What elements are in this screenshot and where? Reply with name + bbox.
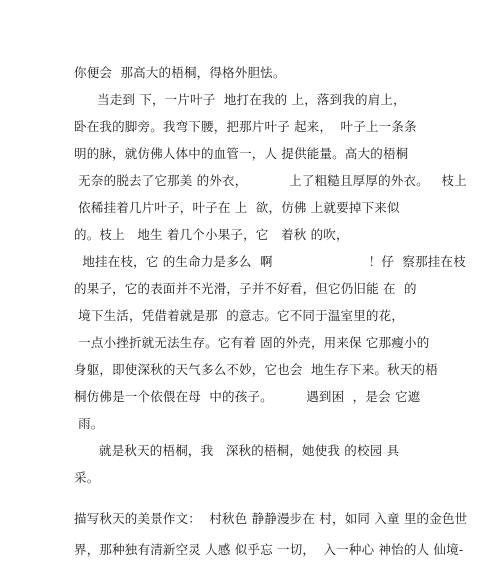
text-line: 的果子，它的表面并不光滑，子并不好看，但它仍旧能 在 的 — [74, 281, 417, 296]
text-line: 界，那种独有清新空灵 人感 似乎忘 一切， 入一种心 神怡的人 仙境- — [74, 542, 464, 557]
text-line: 采。 — [74, 470, 100, 485]
text-line: 当走到 下，一片叶子 地打在我的 上，落到我的肩上， — [97, 92, 406, 107]
text-line: 明的脉，就仿佛人体中的血管一，人 提供能量。高大的梧桐 — [74, 146, 409, 161]
text-line: 桐仿佛是一个依偎在母 中的孩子。 遇到困 ，是会 它遮 — [74, 389, 421, 404]
text-line: 无奈的脱去了它那美 的外衣， 上了粗糙且厚厚的外衣。 枝上 — [74, 173, 467, 188]
text-line: 的。枝上 地生 着几个小果子，它 着秋 的吹， — [74, 227, 349, 242]
text-line: 一点小挫折就无法生存。它有着 固的外壳，用来保 它那瘦小的 — [74, 335, 430, 350]
text-line: 你便会 那高大的梧桐，得格外胆怯。 — [74, 65, 286, 80]
text-line: 雨。 — [74, 416, 104, 431]
text-line: 描写秋天的美景作文： 村秋色 静静漫步在 村，如同 入童 里的金色世 — [74, 511, 468, 526]
text-line: 卧在我的脚旁。我弯下腰，把那片叶子 起来， 叶子上一条条 — [74, 119, 417, 134]
text-line: 就是秋天的梧桐，我 深秋的梧桐，她使我 的校园 具 — [99, 443, 400, 458]
text-line: 地挂在枝，它 的生命力是多么 啊 ！仔 察那挂在枝 — [74, 254, 466, 269]
text-line: 依稀挂着几片叶子，叶子在 上 欲，仿佛 上就要掉下来似 — [74, 200, 400, 215]
text-line: 境下生活，凭借着就是那 的意志。它不同于温室里的花， — [74, 308, 405, 323]
text-line: 身躯，即使深秋的天气多么不妙，它也会 地生存下来。秋天的梧 — [74, 362, 438, 377]
